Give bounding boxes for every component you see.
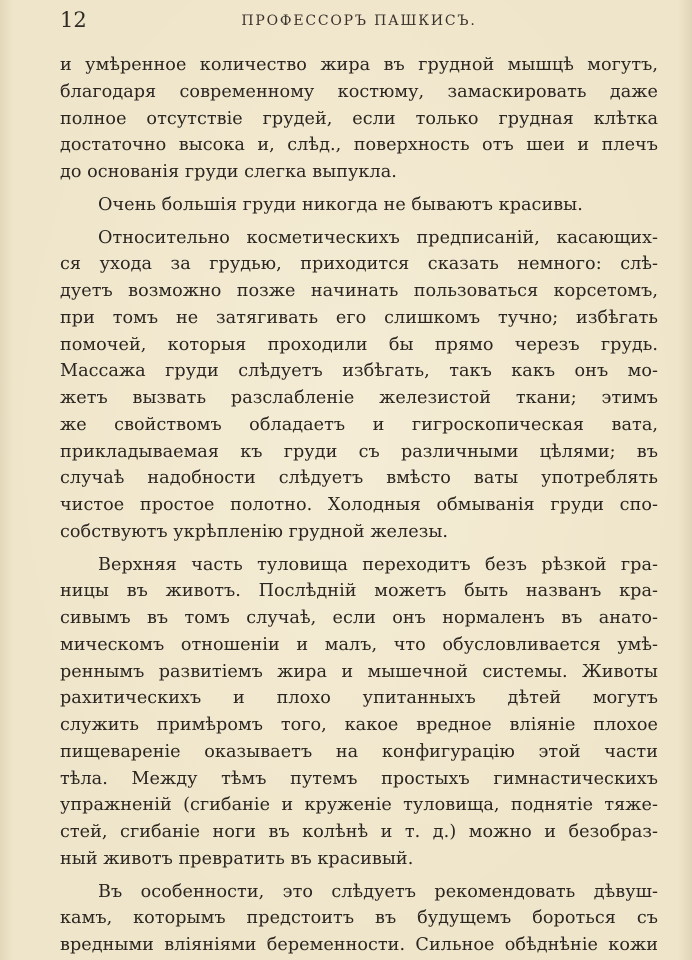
text-line: Въ особенности, это слѣдуетъ рекомендовать дѣвуш-: [98, 881, 658, 902]
text-line: камъ, которымъ предстоитъ въ будущемъ бороться съ: [60, 908, 658, 929]
text-line: случаѣ надобности слѣдуетъ вмѣсто ваты употреблять: [60, 468, 658, 489]
text-line: ницы въ животъ. Послѣдній можетъ быть названъ кра-: [60, 581, 658, 602]
text-line: собствуютъ укрѣпленію грудной железы.: [60, 521, 449, 542]
text-line: Очень большія груди никогда не бываютъ красивы.: [98, 194, 583, 215]
text-line: Массажа груди слѣдуетъ избѣгать, такъ какъ онъ мо-: [60, 361, 658, 382]
text-line: мическомъ отношеніи и малъ, что обусловливается умѣ-: [60, 634, 658, 655]
paragraph: [60, 52, 658, 186]
text-line: сивымъ въ томъ случаѣ, если онъ нормаленъ въ анато-: [60, 608, 658, 628]
paragraph: [60, 879, 658, 959]
text-line: до основанія груди слегка выпукла.: [60, 162, 397, 182]
page-number: 12: [60, 8, 87, 32]
text-line: полное отсутствіе грудей, если только грудная клѣтка: [60, 108, 658, 129]
text-line: дуетъ возможно позже начинать пользоваться корсетомъ,: [60, 281, 658, 301]
running-title: ПРОФЕССОРЪ ПАШКИСЪ.: [241, 13, 477, 29]
text-line: чистое простое полотно. Холодныя обмыванія груди спо-: [60, 495, 658, 515]
text-line: Относительно косметическихъ предписаній, касающих-: [98, 227, 658, 248]
text-line: пищевареніе оказываетъ на конфигурацію этой части: [60, 741, 658, 762]
text-line: благодаря современному костюму, замаскировать даже: [60, 81, 658, 102]
paragraph: [60, 552, 658, 873]
text-line: упражненій (сгибаніе и круженіе туловища, поднятіе тяже-: [60, 795, 658, 816]
text-line: ный животъ превратить въ красивый.: [60, 848, 414, 869]
text-line: при томъ не затягивать его слишкомъ тучно; избѣгать: [60, 307, 658, 328]
text-line: реннымъ развитіемъ жира и мышечной системы. Животы: [60, 661, 658, 682]
paragraph: [60, 192, 658, 219]
text-line: прикладываемая къ груди съ различными цѣлями; въ: [60, 441, 658, 462]
text-line: достаточно высока и, слѣд., поверхность отъ шеи и плечъ: [60, 135, 658, 156]
running-head: [60, 6, 658, 34]
text-line: жетъ вызвать разслабленіе железистой ткани; этимъ: [60, 388, 658, 408]
text-line: вредными вліяніями беременности. Сильное обѣднѣніе кожи: [60, 935, 658, 955]
text-line: рахитическихъ и плохо упитанныхъ дѣтей могутъ: [60, 688, 658, 709]
text-line: помочей, которыя проходили бы прямо черезъ грудь.: [60, 334, 658, 355]
text-line: же свойствомъ обладаетъ и гигроскопическая вата,: [60, 414, 658, 435]
text-line: стей, сгибаніе ноги въ колѣнѣ и т. д.) можно и безобраз-: [60, 822, 658, 842]
text-body: [60, 52, 658, 959]
text-line: Верхняя часть туловища переходитъ безъ рѣзкой гра-: [98, 554, 658, 575]
paragraph: [60, 225, 658, 546]
text-line: служить примѣромъ того, какое вредное вліяніе плохое: [60, 715, 658, 735]
text-line: и умѣренное количество жира въ грудной мышцѣ могутъ,: [60, 55, 658, 75]
text-line: ся ухода за грудью, приходится сказать немного: слѣ-: [60, 254, 658, 275]
text-line: тѣла. Между тѣмъ путемъ простыхъ гимнастическихъ: [60, 768, 658, 789]
